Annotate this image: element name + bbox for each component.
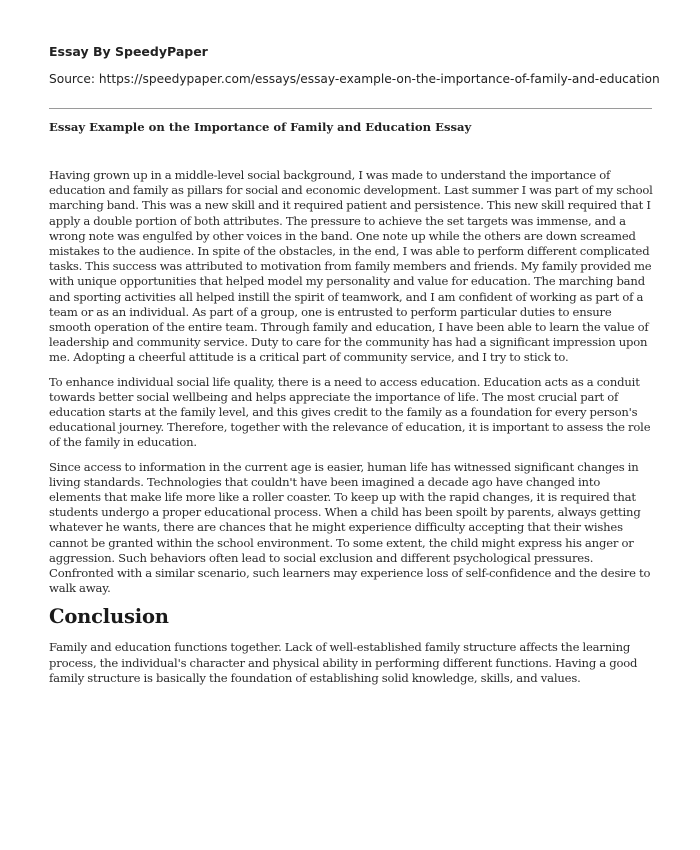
paragraph-2: To enhance individual social life quality, there is a need to access education. Education acts as a conduit towards better social wellbeing and helps appreciate the importance of life. The most crucial part of education starts at the family level, and this gives credit to the family as a foundation for every person's educational journey. Therefore, together with the relevance of education, it is important to assess the role of the family in education.	[49, 374, 651, 450]
brand-title: Essay By SpeedyPaper	[49, 44, 208, 59]
paragraph-1: Having grown up in a middle-level social background, I was made to understand the importance of education and family as pillars for social and economic development. Last summer I was part of my school marching band. This was a new skill and it required patient and persistence. This new skill required that I apply a double portion of both attributes. The pressure to achieve the set targets was immense, and a wrong note was engulfed by other voices in the band. One note up while the others are down screamed mistakes to the audience. In spite of the obstacles, in the end, I was able to perform different complicated tasks. This success was attributed to motivation from family members and friends. My family provided me with unique opportunities that helped model my personality and value for education. The marching band and sporting activities all helped instill the spirit of teamwork, and I am confident of working as part of a team or as an individual. As part of a group, one is entrusted to perform particular duties to ensure smooth operation of the entire team. Through family and education, I have been able to learn the value of leadership and community service. Duty to care for the community has had a significant impression upon me. Adopting a cheerful attitude is a critical part of community service, and I try to stick to.	[49, 168, 653, 365]
essay-title: Essay Example on the Importance of Family and Education Essay	[49, 120, 472, 134]
conclusion-paragraph: Family and education functions together. Lack of well-established family structure affects the learning process, the individual's character and physical ability in performing different functions. Having a good family structure is basically the foundation of establishing solid knowledge, skills, and values.	[49, 640, 638, 685]
conclusion-heading: Conclusion	[49, 605, 169, 629]
header-divider	[49, 108, 652, 109]
source-line: Source: https://speedypaper.com/essays/essay-example-on-the-importance-of-family-and-education	[49, 72, 660, 86]
essay-body	[49, 168, 654, 695]
paragraph-3: Since access to information in the current age is easier, human life has witnessed significant changes in living standards. Technologies that couldn't have been imagined a decade ago have changed into elements that make life more like a roller coaster. To keep up with the rapid changes, it is required that students undergo a proper educational process. When a child has been spoilt by parents, always getting whatever he wants, there are chances that he might experience difficulty accepting that their wishes cannot be granted within the school environment. To some extent, the child might express his anger or aggression. Such behaviors often lead to social exclusion and different psychological pressures. Confronted with a similar scenario, such learners may experience loss of self-confidence and the desire to walk away.	[49, 459, 651, 596]
